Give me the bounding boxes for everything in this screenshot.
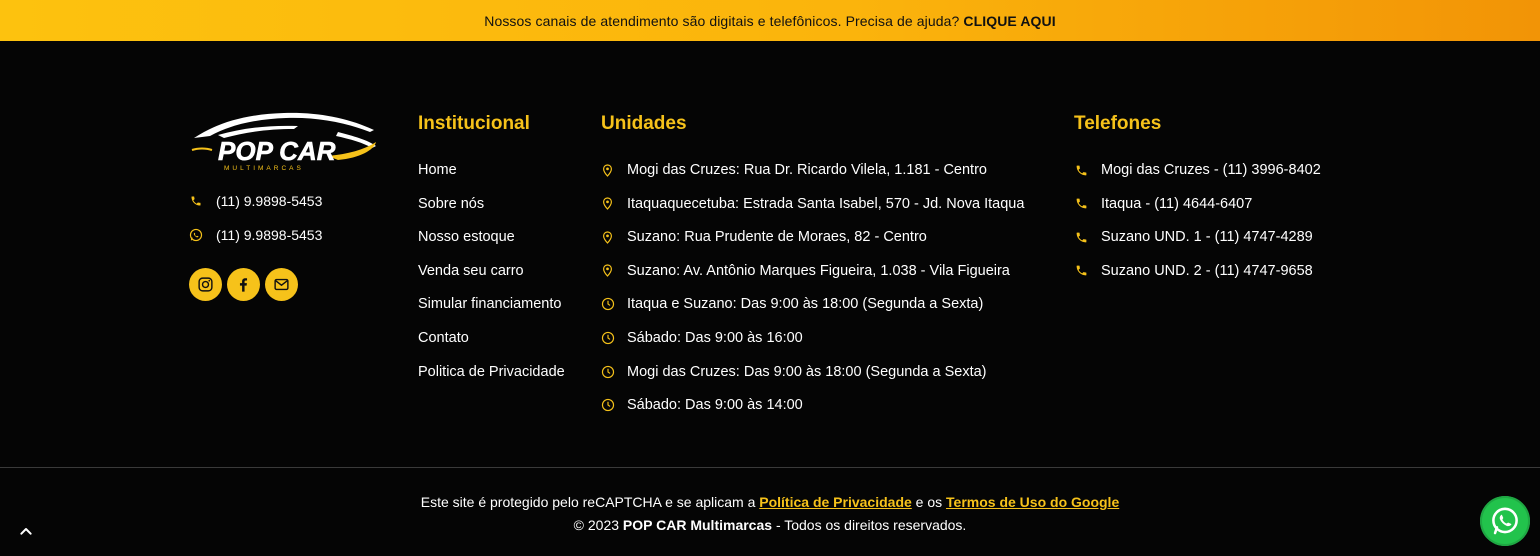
chevron-up-icon: [18, 523, 34, 539]
list-item: [600, 160, 1024, 194]
list-item: [600, 261, 1024, 295]
nav-link-about[interactable]: Sobre nós: [418, 195, 485, 212]
recaptcha-text: Este site é protegido pelo reCAPTCHA e se aplicam a: [420, 494, 756, 510]
phone-icon: [1074, 194, 1088, 214]
nav-link-home[interactable]: Home: [418, 162, 457, 178]
footer-divider: [0, 467, 1540, 468]
brand-whatsapp[interactable]: [189, 227, 322, 243]
phone-item[interactable]: [1074, 160, 1321, 194]
brand-phone[interactable]: [189, 193, 322, 209]
nav-link-financing[interactable]: Simular financiamento: [418, 296, 562, 313]
map-pin-icon: [600, 194, 615, 214]
copyright-suffix: - Todos os direitos reservados.: [775, 517, 967, 533]
pop-car-logo[interactable]: [188, 108, 380, 174]
phone-text: Suzano UND. 2 - (11) 4747-9658: [1101, 262, 1313, 279]
google-terms-link[interactable]: Termos de Uso do Google: [946, 494, 1120, 510]
connector-text: e os: [915, 494, 943, 510]
company-name: POP CAR Multimarcas: [622, 517, 773, 533]
phone-item[interactable]: [1074, 261, 1321, 295]
phone-icon: [1074, 227, 1088, 247]
announcement-bar: [0, 0, 1540, 41]
phones-list: [1074, 160, 1321, 294]
list-item: [600, 227, 1024, 261]
phone-item[interactable]: [1074, 194, 1321, 228]
legal-footer: [0, 491, 1540, 537]
help-link[interactable]: CLIQUE AQUI: [963, 12, 1056, 29]
unit-text: Itaquaquecetuba: Estrada Santa Isabel, 570 - Jd. Nova Itaqua: [627, 195, 1025, 212]
clock-icon: [600, 328, 615, 348]
mail-icon[interactable]: [265, 268, 298, 301]
clock-icon: [600, 294, 615, 314]
phone-text: Itaqua - (11) 4644-6407: [1101, 195, 1253, 212]
whatsapp-float-button[interactable]: [1480, 496, 1530, 546]
facebook-icon[interactable]: [227, 268, 260, 301]
back-to-top-button[interactable]: [14, 519, 38, 543]
phone-icon: [189, 194, 203, 208]
list-item: [600, 194, 1024, 228]
institutional-menu: [418, 160, 565, 395]
unit-text: Sábado: Das 9:00 às 14:00: [627, 397, 803, 414]
nav-link-contact[interactable]: Contato: [418, 329, 469, 346]
list-item: [600, 395, 1024, 429]
privacy-policy-link[interactable]: Política de Privacidade: [759, 494, 912, 510]
map-pin-icon: [600, 160, 615, 180]
logo-subtext: MULTIMARCAS: [224, 165, 304, 172]
unit-text: Itaqua e Suzano: Das 9:00 às 18:00 (Segunda a Sexta): [627, 296, 984, 313]
clock-icon: [600, 362, 615, 382]
announcement-text: Nossos canais de atendimento são digitais e telefônicos. Precisa de ajuda?: [484, 12, 960, 29]
phone-icon: [1074, 160, 1088, 180]
copyright: [0, 514, 1540, 537]
recaptcha-notice: [0, 491, 1540, 514]
nav-link-privacy[interactable]: Politica de Privacidade: [418, 363, 565, 380]
brand-phone-text: (11) 9.9898-5453: [216, 193, 323, 209]
nav-link-stock[interactable]: Nosso estoque: [418, 229, 515, 246]
unit-text: Suzano: Rua Prudente de Moraes, 82 - Centro: [627, 229, 927, 246]
phone-text: Mogi das Cruzes - (11) 3996-8402: [1101, 162, 1321, 178]
units-title: Unidades: [601, 113, 687, 134]
list-item: [600, 328, 1024, 362]
phones-title: Telefones: [1074, 113, 1162, 134]
unit-text: Sábado: Das 9:00 às 16:00: [627, 329, 803, 346]
units-list: [600, 160, 1024, 429]
map-pin-icon: [600, 261, 615, 281]
phone-item[interactable]: [1074, 227, 1321, 261]
clock-icon: [600, 395, 615, 415]
copyright-year: © 2023: [573, 517, 620, 533]
brand-whatsapp-text: (11) 9.9898-5453: [216, 227, 323, 243]
unit-text: Mogi das Cruzes: Das 9:00 às 18:00 (Segunda a Sexta): [627, 363, 987, 380]
phone-icon: [1074, 261, 1088, 281]
nav-link-sell-car[interactable]: Venda seu carro: [418, 262, 524, 279]
whatsapp-icon: [189, 228, 203, 242]
institutional-title: Institucional: [418, 113, 530, 134]
phone-text: Suzano UND. 1 - (11) 4747-4289: [1101, 229, 1313, 246]
instagram-icon[interactable]: [189, 268, 222, 301]
list-item: [600, 362, 1024, 396]
map-pin-icon: [600, 227, 615, 247]
list-item: [600, 294, 1024, 328]
whatsapp-icon: [1488, 504, 1522, 538]
unit-text: Suzano: Av. Antônio Marques Figueira, 1.038 - Vila Figueira: [627, 262, 1010, 279]
social-links: [189, 268, 298, 301]
unit-text: Mogi das Cruzes: Rua Dr. Ricardo Vilela, 1.181 - Centro: [627, 162, 987, 178]
logo-wordmark: POP CAR: [218, 136, 336, 166]
